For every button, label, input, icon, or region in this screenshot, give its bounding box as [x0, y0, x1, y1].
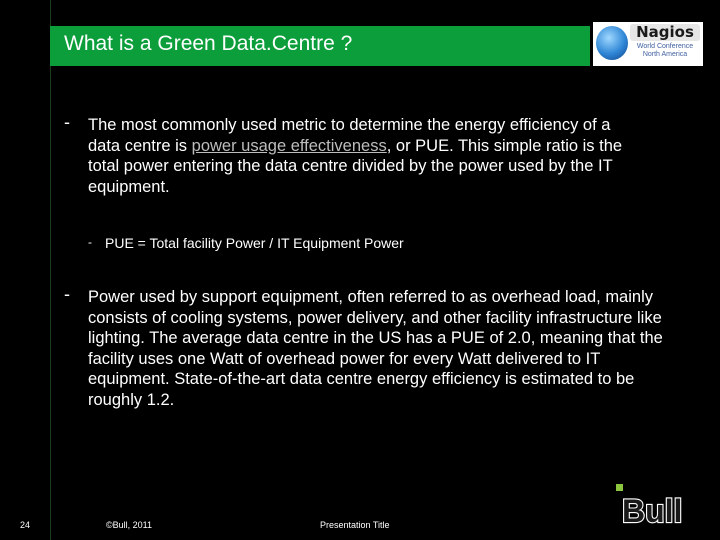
nagios-world-conference-logo — [593, 22, 703, 66]
nagios-logo-region: North America — [642, 51, 688, 58]
sub-bullet-pue-formula — [88, 235, 404, 251]
bull-logo-wordmark: Bull — [622, 493, 683, 528]
bullet-text: Power used by support equipment, often referred to as overhead load, mainly consists of cooling systems, power delivery, and other facility infrastructure like lighting. The average data centre in the US has a PUE of 2.0, meaning that the facility uses one Watt of overhead power for every Watt delivered to IT equipment. State-of-the-art data centre energy efficiency is estimated to be roughly 1.2. — [88, 288, 663, 409]
nagios-logo-wordmark: Nagios — [630, 24, 700, 41]
bull-logo-accent-square — [616, 484, 623, 491]
sub-bullet-dash: - — [88, 235, 92, 249]
copyright-text: ©Bull, 2011 — [106, 520, 152, 530]
bullet-text-end: , or PUE. This simple ratio is the total power entering the data centre divided by the power used by the IT equipment. — [88, 136, 623, 196]
bull-logo — [616, 484, 700, 528]
left-divider-line — [50, 0, 51, 540]
bullet-overhead-power — [64, 284, 684, 410]
page-number: 24 — [20, 520, 31, 530]
bullet-text-start: The most commonly used metric to determine the energy efficiency of a data centre is — [88, 116, 611, 155]
pue-link[interactable]: power usage effectiveness — [191, 136, 387, 155]
bullet-text — [88, 115, 628, 197]
bullet-dash: - — [64, 284, 70, 304]
globe-icon — [596, 26, 628, 60]
pue-formula-text: PUE = Total facility Power / IT Equipment Power — [105, 235, 404, 251]
presentation-title-footer: Presentation Title — [320, 520, 390, 530]
slide-title: What is a Green Data.Centre ? — [64, 32, 353, 55]
bullet-pue-definition — [64, 112, 664, 197]
bullet-dash: - — [64, 112, 70, 132]
nagios-logo-subtitle: World Conference — [636, 43, 694, 50]
